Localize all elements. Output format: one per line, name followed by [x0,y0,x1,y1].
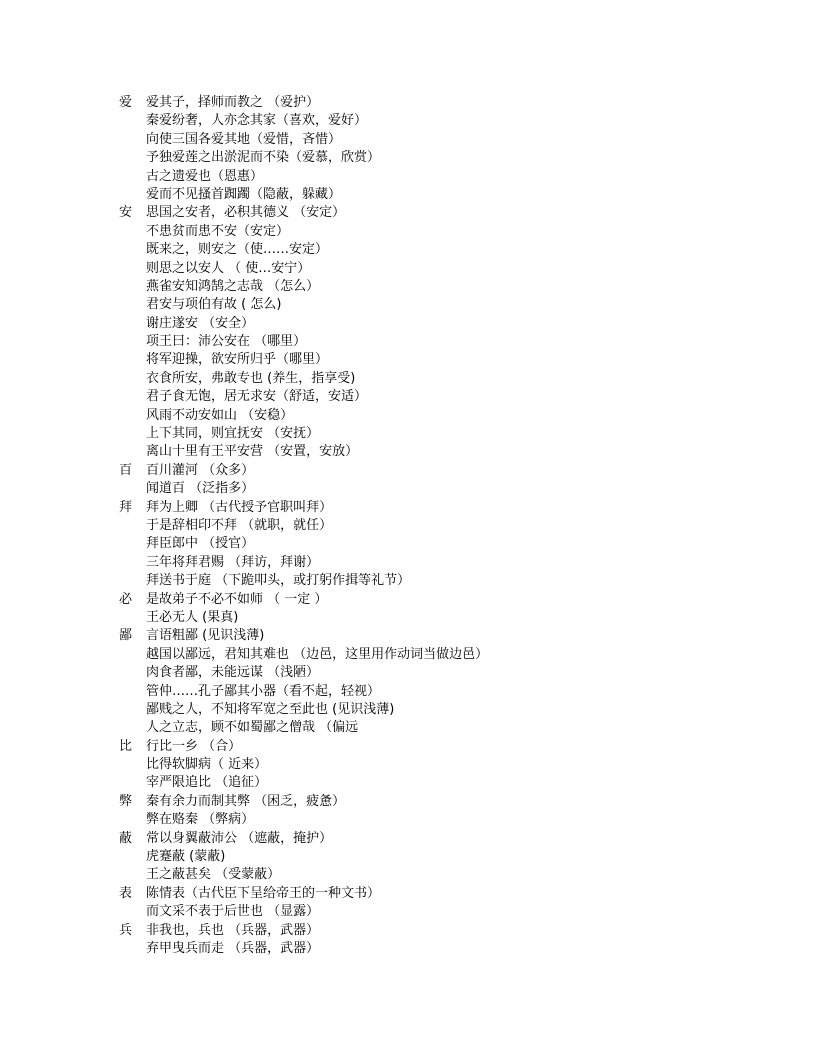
entry-character: 比 [119,738,133,754]
example-line: 予独爱莲之出淤泥而不染（爱慕，欣赏） [146,150,381,166]
entry-examples [146,94,799,204]
entry-character: 表 [119,885,133,901]
vocab-entry [119,885,799,922]
example-line: 秦爱纷奢，人亦念其家（喜欢，爱好） [146,113,368,129]
example-line: 宰严限追比 （追征） [146,775,268,791]
entry-character: 百 [119,462,133,478]
example-line: 则思之以安人 （ 使…安宁） [146,260,311,276]
entry-examples [146,204,799,461]
example-line: 闻道百 （泛指多） [146,481,255,497]
entry-examples [146,627,799,737]
entry-character: 兵 [119,922,133,938]
vocab-entry [119,830,799,885]
entry-examples [146,885,799,922]
vocab-entry [119,94,799,204]
entry-examples [146,591,799,628]
example-line: 虎蹇蔽 (蒙蔽) [146,849,226,865]
example-line: 不患贫而患不安（安定） [146,223,290,239]
vocab-entry [119,793,799,830]
example-line: 人之立志，顾不如蜀鄙之僧哉 （偏远 [146,720,359,736]
vocab-entry [119,499,799,591]
example-line: 既来之，则安之（使……安定） [146,242,329,258]
example-line: 而文采不表于后世也 （显露） [146,904,320,920]
entry-character: 爱 [119,95,133,110]
example-line: 离山十里有王平安营 （安置，安放） [146,444,359,460]
entry-character: 弊 [119,793,133,809]
document-page [119,94,799,958]
example-line: 行比一乡 （合） [146,738,242,754]
example-line: 弃甲曳兵而走 （兵器，武器） [146,940,320,956]
entry-character: 蔽 [119,830,133,846]
entry-examples [146,462,799,499]
example-line: 爱而不见搔首踟躅（隐蔽，躲藏） [146,186,342,202]
example-line: 于是辞相印不拜 （就职，就任） [146,517,333,533]
example-line: 风雨不动安如山 （安稳） [146,407,294,423]
example-line: 王之蔽甚矣 （受蒙蔽） [146,867,281,883]
example-line: 王必无人 (果真) [146,609,239,625]
entry-examples [146,830,799,885]
example-line: 弊在赂秦 （弊病） [146,812,255,828]
vocab-entry [119,591,799,628]
vocab-entry [119,922,799,959]
example-line: 古之遗爱也（恩惠） [146,168,264,184]
example-line: 爱其子，择师而教之 （爱护） [146,95,320,110]
entry-character: 安 [119,205,133,221]
example-line: 思国之安者，必积其德义 （安定） [146,205,346,221]
example-line: 君子食无饱，居无求安（舒适，安适） [146,389,368,405]
example-line: 燕雀安知鸿鹄之志哉 （怎么） [146,278,320,294]
example-line: 秦有余力而制其弊 （困乏，疲惫） [146,793,346,809]
example-line: 上下其同，则宜抚安 （安抚） [146,426,320,442]
example-line: 项王曰：沛公安在 （哪里） [146,334,307,350]
example-line: 谢庄遂安 （安全） [146,315,255,331]
vocab-entry [119,204,799,461]
example-line: 君安与项伯有故 ( 怎么) [146,297,282,313]
entry-character: 必 [119,591,133,607]
example-line: 鄙贱之人，不知将军宽之至此也 (见识浅薄) [146,701,395,717]
vocab-entry [119,462,799,499]
example-line: 拜送书于庭 （下跪叩头，或打躬作揖等礼节） [146,573,411,589]
example-line: 三年将拜君赐 （拜访，拜谢） [146,554,320,570]
example-line: 越国以鄙远，君知其难也 （边邑，这里用作动词当做边邑） [146,646,489,662]
entry-examples [146,922,799,959]
entry-examples [146,499,799,591]
example-line: 肉食者鄙，未能远谋 （浅陋） [146,665,320,681]
vocab-entry [119,738,799,793]
example-line: 将军迎操，欲安所归乎（哪里） [146,352,329,368]
example-line: 百川灌河 （众多） [146,462,255,478]
example-line: 拜为上卿 （古代授予官职叫拜） [146,499,333,515]
example-line: 比得软脚病（ 近来） [146,757,268,773]
example-line: 非我也，兵也 （兵器，武器） [146,922,320,938]
example-line: 拜臣郎中 （授官） [146,536,255,552]
entry-character: 鄙 [119,628,133,644]
example-line: 向使三国各爱其地（爱惜，吝惜） [146,131,342,147]
entry-examples [146,738,799,793]
example-line: 衣食所安，弗敢专也 (养生，指享受) [146,370,356,386]
example-line: 言语粗鄙 (见识浅薄) [146,628,265,644]
example-line: 常以身翼蔽沛公 （遮蔽，掩护） [146,830,333,846]
entry-character: 拜 [119,499,133,515]
example-line: 是故弟子不必不如师 （ 一定 ） [146,591,328,607]
vocab-entry [119,627,799,737]
entry-examples [146,793,799,830]
example-line: 管仲……孔子鄙其小器（看不起，轻视） [146,683,381,699]
example-line: 陈情表（古代臣下呈给帝王的一种文书） [146,885,381,901]
